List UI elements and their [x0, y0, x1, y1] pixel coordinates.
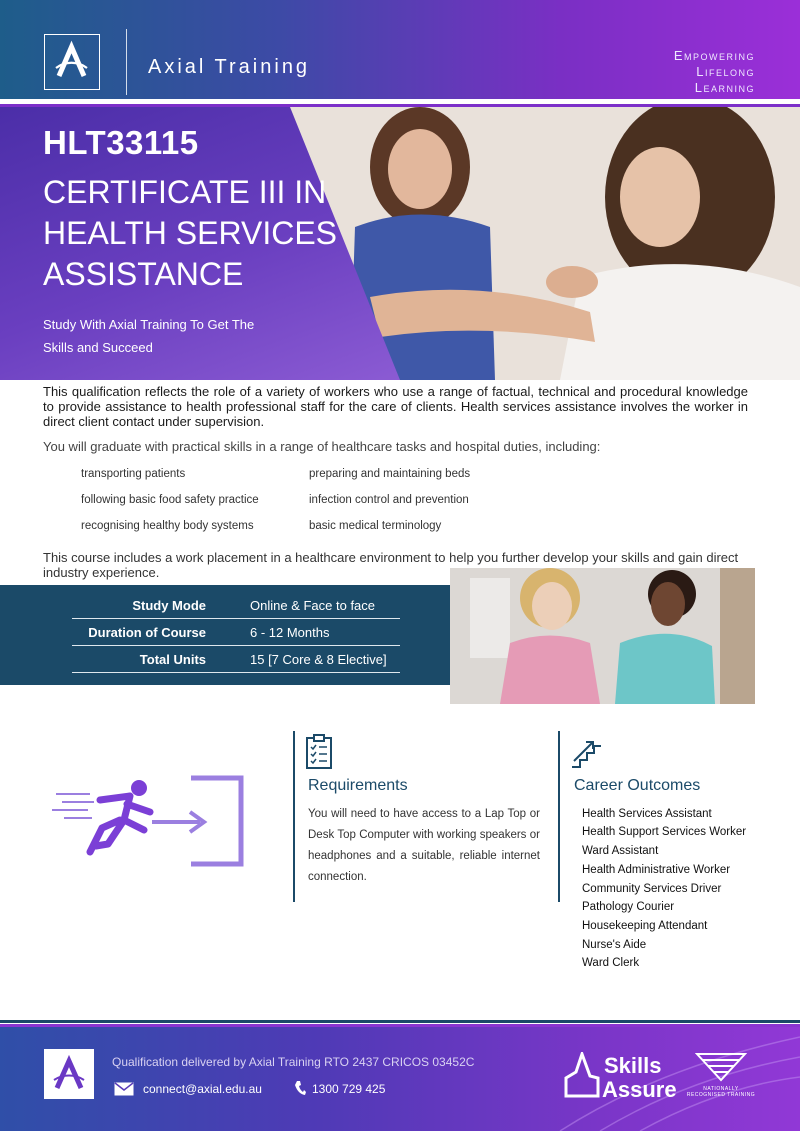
career-item: Ward Clerk — [582, 957, 640, 969]
footer-axial-logo[interactable] — [44, 1049, 94, 1099]
axial-logo-icon — [45, 35, 98, 88]
skill-item: infection control and prevention — [309, 494, 469, 506]
career-item: Ward Assistant — [582, 845, 659, 857]
footer-logo-icon — [44, 1049, 94, 1099]
career-item: Housekeeping Attendant — [582, 920, 708, 932]
title-line: ASSISTANCE — [43, 256, 244, 292]
header-divider — [0, 99, 800, 101]
stairs-growth-icon — [570, 737, 604, 771]
requirements-divider — [293, 731, 295, 902]
subtitle-line: Study With Axial Training To Get The — [43, 317, 255, 332]
requirements-title: Requirements — [308, 777, 408, 794]
qualification-code: HLT33115 — [43, 124, 199, 161]
tagline — [674, 48, 755, 96]
skill-item: preparing and maintaining beds — [309, 468, 471, 480]
career-title: Career Outcomes — [574, 777, 701, 794]
nrt-label: NATIONALLY RECOGNISED TRAINING — [686, 1086, 756, 1098]
skills-assure-logo-icon — [562, 1052, 602, 1100]
email-link[interactable]: connect@axial.edu.au — [143, 1082, 262, 1096]
detail-label: Total Units — [139, 652, 206, 667]
career-item: Health Support Services Worker — [582, 826, 747, 838]
detail-value: 15 [7 Core & 8 Elective] — [250, 652, 387, 667]
detail-row-duration — [72, 619, 400, 646]
tagline-line: Empowering — [673, 48, 755, 63]
skill-item: transporting patients — [81, 468, 186, 480]
skills-assure-word: Skills — [604, 1053, 662, 1078]
exit-runner-icon — [52, 772, 252, 872]
career-divider — [558, 731, 560, 902]
detail-label: Study Mode — [132, 598, 206, 613]
title-line: HEALTH SERVICES — [43, 215, 338, 251]
tagline-line: Learning — [694, 80, 755, 95]
tagline-line: Lifelong — [696, 64, 755, 79]
graduate-paragraph: You will graduate with practical skills in a range of healthcare tasks and hospital duties, including: — [43, 439, 601, 454]
axial-logo[interactable] — [44, 34, 100, 90]
career-item: Health Administrative Worker — [582, 864, 731, 876]
career-item: Health Services Assistant — [582, 808, 712, 820]
placement-paragraph: This course includes a work placement in a healthcare environment to help you further develop your skills and gain direct industry experience. — [43, 550, 739, 580]
career-item: Pathology Courier — [582, 901, 675, 913]
detail-value: 6 - 12 Months — [250, 625, 330, 640]
requirements-text: You will need to have access to a Lap Top or Desk Top Computer with working speakers or headphones and a suitable, reliable internet connection. — [308, 808, 540, 883]
nrt-logo-icon — [695, 1052, 747, 1082]
skill-item: following basic food safety practice — [81, 494, 259, 506]
intro-paragraph: This qualification reflects the role of a variety of workers who use a range of factual, technical and procedural knowledge to provide assistance to health professional staff for the care of clients. Health services assistance involves the worker in direct client contact under supervision. — [43, 384, 748, 429]
career-item: Community Services Driver — [582, 883, 722, 895]
email-icon — [114, 1082, 134, 1096]
footer-wave-pattern — [0, 1027, 800, 1131]
skill-item: basic medical terminology — [309, 520, 442, 532]
detail-label: Duration of Course — [88, 625, 206, 640]
detail-row-study-mode — [72, 592, 400, 619]
career-item: Nurse's Aide — [582, 939, 647, 951]
brand-name: Axial Training — [148, 56, 311, 78]
skills-assure-word: Assure — [602, 1077, 677, 1102]
logo-divider — [126, 29, 127, 95]
phone-link[interactable]: 1300 729 425 — [312, 1082, 386, 1096]
footer-rule — [0, 1020, 800, 1023]
delivery-statement: Qualification delivered by Axial Training RTO 2437 CRICOS 03452C — [112, 1055, 475, 1069]
qualification-title — [43, 172, 383, 295]
checklist-icon — [305, 734, 333, 770]
subtitle-line: Skills and Succeed — [43, 340, 153, 355]
title-line: CERTIFICATE III IN — [43, 174, 327, 210]
nurse-patient-photo — [450, 568, 755, 704]
phone-icon — [294, 1080, 306, 1096]
course-details-band — [0, 585, 450, 685]
detail-row-total-units — [72, 646, 400, 673]
footer-bar — [0, 1027, 800, 1131]
hero-subtitle — [43, 313, 303, 359]
detail-value: Online & Face to face — [250, 598, 376, 613]
nurse-patient-illustration — [450, 568, 755, 704]
skill-item: recognising healthy body systems — [81, 520, 254, 532]
